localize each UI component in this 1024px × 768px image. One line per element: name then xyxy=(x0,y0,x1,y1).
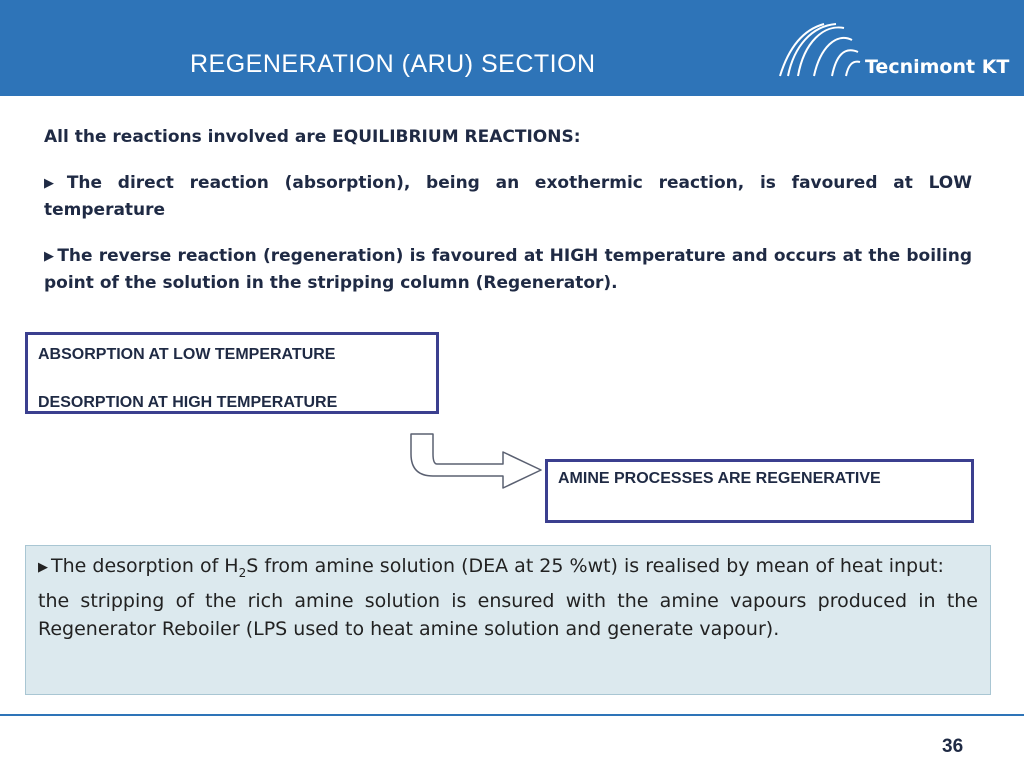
bent-arrow-icon xyxy=(405,432,545,494)
triangle-right-icon: ▶ xyxy=(44,176,64,191)
header-bar xyxy=(0,0,1024,96)
intro-section xyxy=(44,124,972,316)
regenerative-text: AMINE PROCESSES ARE REGENERATIVE xyxy=(558,470,881,487)
note-paragraph-1: ▶ The desorption of $H_2S$ from amine solution (DEA at 25 %wt) is realised by mean of heat input: xyxy=(38,555,944,580)
absorption-desorption-box xyxy=(25,332,439,414)
logo-text: Tecnimont KT xyxy=(865,56,1010,78)
note-paragraph-2: the stripping of the rich amine solution is ensured with the amine vapours produced in the Regenerator Reboiler (LPS used to heat amine solution and generate vapour). xyxy=(38,589,978,640)
absorption-line: ABSORPTION AT LOW TEMPERATURE xyxy=(38,346,336,363)
page-title: REGENERATION (ARU) SECTION xyxy=(190,50,596,78)
footer-divider xyxy=(0,714,1024,716)
tecnimont-logo-icon xyxy=(778,18,862,80)
intro-bullet: ▶ The direct reaction (absorption), being an exothermic reaction, is favoured at LOW temperature xyxy=(44,173,972,220)
triangle-right-icon: ▶ xyxy=(38,560,48,575)
triangle-right-icon: ▶ xyxy=(44,249,55,264)
intro-heading: All the reactions involved are EQUILIBRIUM REACTIONS: xyxy=(44,127,581,147)
desorption-line: DESORPTION AT HIGH TEMPERATURE xyxy=(38,394,338,411)
desorption-note xyxy=(25,545,991,695)
intro-bullet: ▶ The reverse reaction (regeneration) is favoured at HIGH temperature and occurs at the boiling point of the solution in the stripping column (Regenerator). xyxy=(44,246,972,293)
page-number: 36 xyxy=(942,736,964,757)
regenerative-box xyxy=(545,459,974,523)
